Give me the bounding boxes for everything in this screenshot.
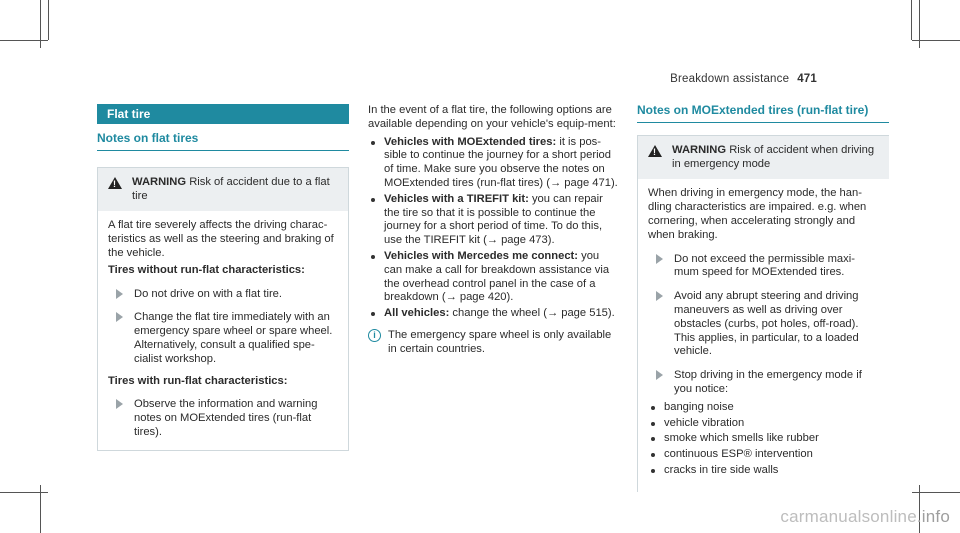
arrow-icon xyxy=(116,289,123,299)
warning-label: WARNING xyxy=(672,143,727,156)
page-number: 471 xyxy=(797,73,817,85)
arrow-icon xyxy=(116,312,123,322)
section-bar: Flat tire xyxy=(97,104,349,124)
paragraph: When driving in emergency mode, the han-dling characteristics are impaired. e.g. when cornering, when accelerating strongly and when braking. xyxy=(648,187,867,241)
note-text: The emergency spare wheel is only available in certain countries. xyxy=(388,328,612,355)
heading: Tires without run-flat characteristics: xyxy=(108,263,305,276)
warning-body xyxy=(638,179,889,491)
step-text: Do not exceed the permissible maxi-mum speed for MOExtended tires. xyxy=(674,252,855,279)
watermark-suffix: .info xyxy=(916,507,950,526)
crop-mark xyxy=(912,492,960,493)
list-item xyxy=(648,464,879,478)
step-item xyxy=(648,369,879,397)
item-label: All vehicles: xyxy=(384,307,450,320)
warning-text: Risk of accident when driving in emergency mode xyxy=(672,143,875,170)
warning-header xyxy=(98,168,348,212)
crop-mark xyxy=(0,40,48,41)
bullet-icon xyxy=(651,406,655,410)
bullet-icon xyxy=(371,198,375,202)
item-label: Vehicles with Mercedes me connect: xyxy=(384,249,578,262)
bullet-icon xyxy=(371,312,375,316)
step-item xyxy=(648,290,879,359)
warning-label: WARNING xyxy=(132,175,187,188)
step-text: Observe the information and warning notes on MOExtended tires (run-flat tires). xyxy=(134,398,318,438)
crop-mark xyxy=(912,40,960,41)
bullet-icon xyxy=(651,453,655,457)
list-item xyxy=(648,448,879,462)
item-text: continuous ESP® intervention xyxy=(664,448,813,461)
warning-text: Risk of accident due to a flat tire xyxy=(132,175,330,202)
item-text: change the wheel (→ page 515). xyxy=(449,307,615,320)
crop-mark xyxy=(48,0,49,40)
section-title: Breakdown assistance xyxy=(670,73,790,85)
paragraph: A flat tire severely affects the driving charac-teristics as well as the steering and braking of the vehicle. xyxy=(108,219,334,259)
watermark xyxy=(780,507,950,527)
bullet-icon xyxy=(651,437,655,441)
warning-box xyxy=(97,167,349,451)
item-label: Vehicles with a TIREFIT kit: xyxy=(384,192,529,205)
step-item xyxy=(108,398,338,439)
list-item xyxy=(648,432,879,446)
warning-box xyxy=(637,135,889,492)
subsection-title: Notes on MOExtended tires (run-flat tire) xyxy=(637,104,889,123)
step-text: Avoid any abrupt steering and driving maneuvers as well as driving over obstacles (curbs, pot holes, off-road). This applies, in particular, to a loaded vehicle. xyxy=(674,290,859,358)
heading: Tires with run-flat characteristics: xyxy=(108,374,288,387)
intro-paragraph: In the event of a flat tire, the following options are available depending on your vehicle's equip-ment: xyxy=(368,104,616,130)
step-text: Stop driving in the emergency mode if you notice: xyxy=(674,369,862,395)
arrow-icon xyxy=(116,399,123,409)
step-text: Change the flat tire immediately with an emergency spare wheel or spare wheel. Alternatively, consult a qualified spe-cialist workshop. xyxy=(134,311,333,365)
warning-header xyxy=(638,136,889,180)
warning-icon xyxy=(108,177,122,189)
info-icon: i xyxy=(368,329,381,342)
crop-mark xyxy=(911,0,912,40)
list-item xyxy=(368,307,620,321)
item-text: you can make a call for breakdown assistance via the overhead control panel in the case of a breakdown (→ page 420). xyxy=(384,249,610,304)
item-text: smoke which smells like rubber xyxy=(664,432,819,445)
bullet-icon xyxy=(371,255,375,259)
item-text: vehicle vibration xyxy=(664,416,745,429)
page-header xyxy=(670,73,817,85)
list-item xyxy=(368,136,620,191)
list-item xyxy=(648,401,879,415)
note xyxy=(368,329,620,357)
left-column xyxy=(97,104,349,451)
list-item xyxy=(368,250,620,305)
warning-body xyxy=(98,211,348,449)
step-item xyxy=(108,311,338,366)
bullet-icon xyxy=(651,422,655,426)
bullet-icon xyxy=(651,469,655,473)
item-label: Vehicles with MOExtended tires: xyxy=(384,135,557,148)
warning-icon xyxy=(648,145,662,157)
right-column xyxy=(637,104,889,492)
subsection-title: Notes on flat tires xyxy=(97,132,349,151)
item-text: cracks in tire side walls xyxy=(664,463,779,476)
step-text: Do not drive on with a flat tire. xyxy=(134,287,282,300)
arrow-icon xyxy=(656,291,663,301)
step-item xyxy=(648,253,879,281)
crop-mark xyxy=(0,492,48,493)
arrow-icon xyxy=(656,370,663,380)
item-text: banging noise xyxy=(664,400,734,413)
item-text: you can repair the tire so that it is possible to continue the journey for a short period of time. To do this, use the TIREFIT kit (→ page 473). xyxy=(384,192,603,247)
step-item xyxy=(108,288,338,302)
bullet-icon xyxy=(371,141,375,145)
item-text: it is pos-sible to continue the journey for a short period of time. Make sure you observe the notes on MOExtended tires (run-flat tires) (→ page 471). xyxy=(384,135,618,189)
watermark-text: carmanualsonline xyxy=(780,507,917,526)
list-item xyxy=(648,417,879,431)
arrow-icon xyxy=(656,254,663,264)
middle-column xyxy=(368,104,620,357)
list-item xyxy=(368,193,620,248)
